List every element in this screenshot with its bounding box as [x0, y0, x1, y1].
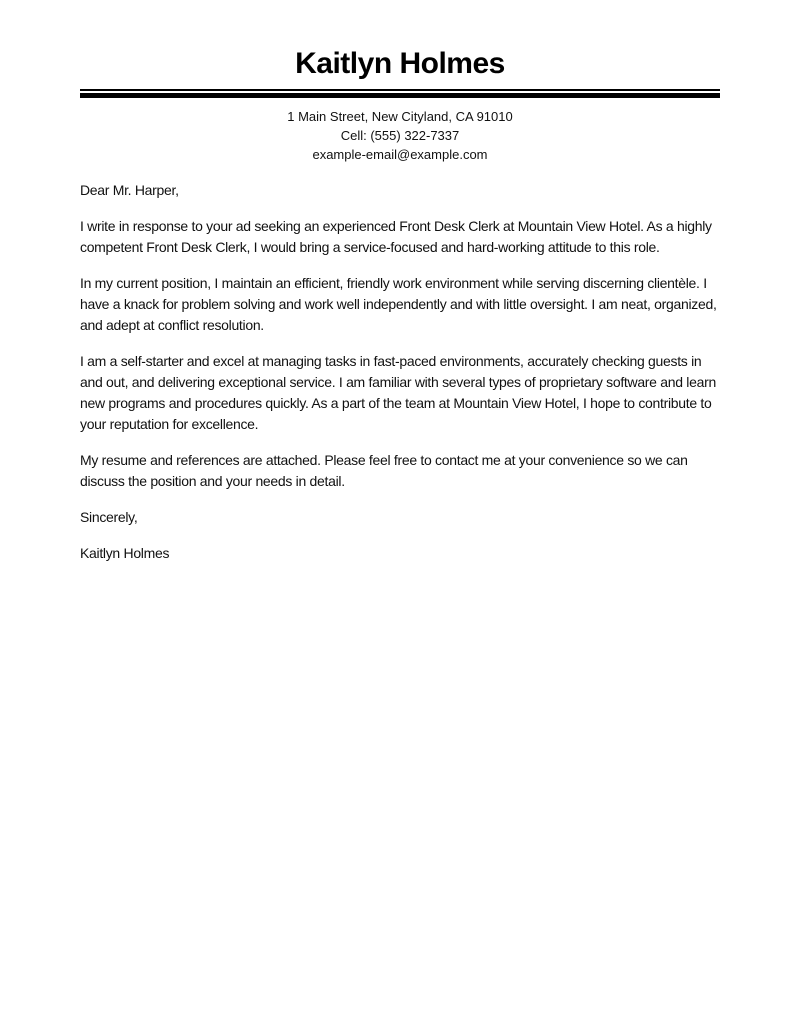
- body-paragraph: In my current position, I maintain an efficient, friendly work environment while serving discerning clientèle. I have a knack for problem solving and work well independently and with little oversight. I am neat, organized, and adept at conflict resolution.: [80, 275, 717, 333]
- contact-block: [80, 107, 720, 164]
- body-paragraph: I am a self-starter and excel at managing tasks in fast-paced environments, accurately checking guests in and out, and delivering exceptional service. I am familiar with several types of proprietary software and learn new programs and procedures quickly. As a part of the team at Mountain View Hotel, I hope to contribute to your reputation for excellence.: [80, 353, 716, 432]
- body-paragraph: I write in response to your ad seeking an experienced Front Desk Clerk at Mountain View Hotel. As a highly competent Front Desk Clerk, I would bring a service-focused and hard-working attitude to this role.: [80, 218, 712, 255]
- sender-email: example-email@example.com: [312, 147, 488, 162]
- signature-name: Kaitlyn Holmes: [80, 545, 170, 561]
- sender-address: 1 Main Street, New Cityland, CA 91010: [287, 109, 513, 124]
- letter-body: [80, 180, 720, 564]
- closing: Sincerely,: [80, 509, 138, 525]
- sender-name: Kaitlyn Holmes: [295, 47, 505, 80]
- salutation: Dear Mr. Harper,: [80, 182, 179, 198]
- sender-phone: Cell: (555) 322-7337: [340, 128, 460, 143]
- header-divider-rule: [80, 89, 720, 98]
- body-paragraph: My resume and references are attached. Please feel free to contact me at your convenience so we can discuss the position and your needs in detail.: [80, 452, 688, 489]
